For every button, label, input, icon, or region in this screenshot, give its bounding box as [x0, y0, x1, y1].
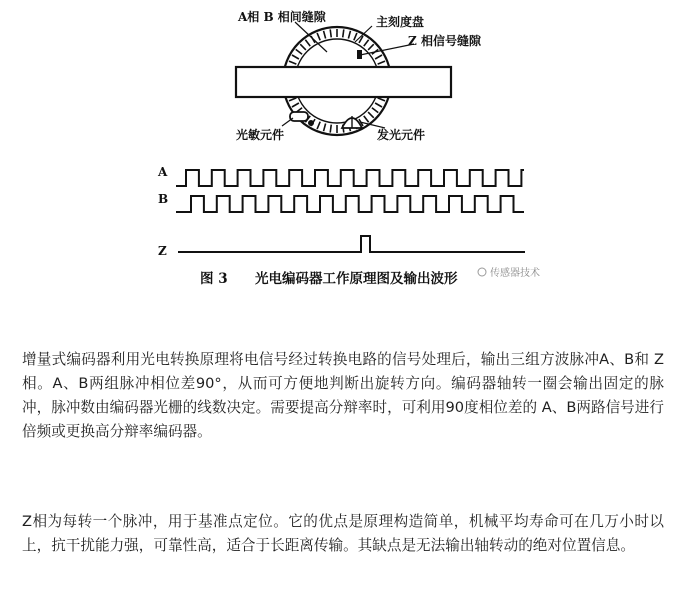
encoder-shaft — [236, 67, 451, 97]
watermark — [478, 266, 540, 279]
caption-text: 光电编码器工作原理图及输出波形 — [255, 271, 458, 287]
waveform-b — [176, 196, 524, 212]
waveform-z — [178, 236, 525, 252]
wave-label-z: Z — [158, 244, 167, 258]
paragraph-z-phase: Z相为每转一个脉冲，用于基准点定位。它的优点是原理构造简单，机械平均寿命可在几万小时以上，抗干扰能力强，可靠性高，适合于长距离传输。其缺点是无法输出轴转动的绝对位置信息。 — [22, 513, 664, 554]
label-light-element: 发光元件 — [377, 128, 426, 142]
wave-label-a: A — [158, 165, 168, 179]
label-z-gap: Z 相信号缝隙 — [408, 34, 481, 48]
encoder-diagram — [0, 0, 680, 300]
waveform-a — [176, 170, 524, 186]
caption-number: 图 3 — [200, 271, 228, 287]
encoder-figure — [0, 0, 680, 300]
label-main-disc: 主刻度盘 — [376, 15, 425, 29]
watermark-text: 传感器技术 — [490, 268, 540, 279]
light-element-icon — [342, 116, 362, 128]
label-photo-element: 光敏元件 — [236, 128, 285, 142]
paragraph-incremental-encoder: 增量式编码器利用光电转换原理将电信号经过转换电路的信号处理后，输出三组方波脉冲A、B和 Z相。A、B两组脉冲相位差90°，从而可方便地判断出旋转方向。编码器轴转一圈会输出固定的脉冲，脉冲数由编码器光栅的线数决定。需要提高分辩率时，可利用90度相位差的 A、B两路信号进行倍频或更换高分辩率编码器。 — [22, 351, 664, 440]
label-ab-gap: A相 B 相间缝隙 — [238, 10, 326, 24]
wave-label-b: B — [158, 192, 169, 206]
